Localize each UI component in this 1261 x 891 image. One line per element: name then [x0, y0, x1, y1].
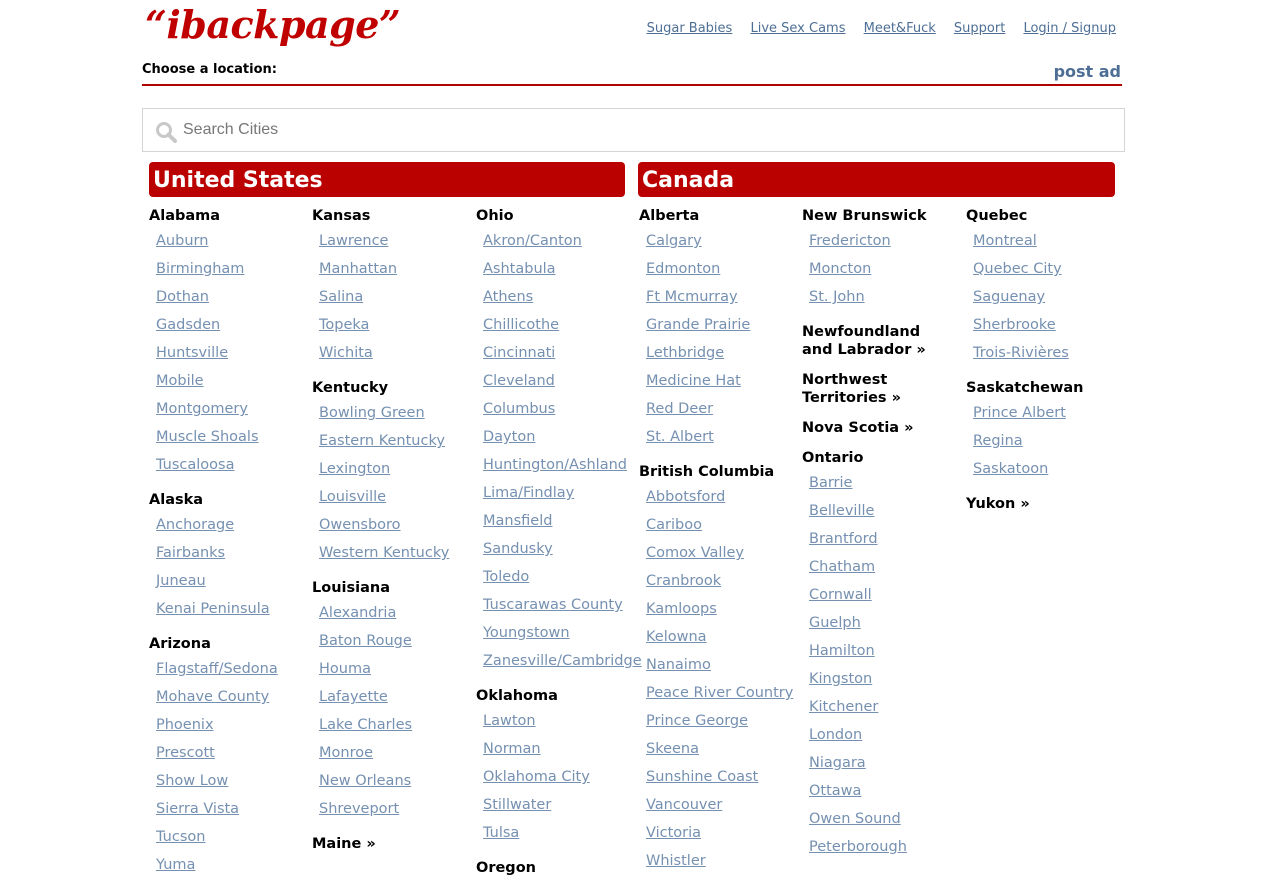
- city-link-phoenix[interactable]: Phoenix: [156, 717, 214, 733]
- city-item: [149, 655, 309, 683]
- city-item: [312, 483, 472, 511]
- city-link-guelph[interactable]: Guelph: [809, 615, 861, 631]
- city-item: [639, 483, 799, 511]
- city-item: [802, 283, 952, 311]
- city-item: [639, 679, 799, 707]
- city-link-saguenay[interactable]: Saguenay: [973, 289, 1046, 305]
- city-item: [312, 655, 472, 683]
- region-northwest-territories: [802, 371, 952, 407]
- city-link-tucson[interactable]: Tucson: [156, 829, 206, 845]
- city-link-zanesville-cambridge[interactable]: Zanesville/Cambridge: [483, 653, 642, 669]
- region-kentucky: [312, 379, 472, 567]
- city-item: [639, 595, 799, 623]
- city-item: [802, 805, 952, 833]
- city-link-saskatoon[interactable]: Saskatoon: [973, 461, 1049, 477]
- city-item: [312, 767, 472, 795]
- city-item: [149, 711, 309, 739]
- city-item: [802, 777, 952, 805]
- city-item: [966, 399, 1126, 427]
- city-item: [149, 423, 309, 451]
- city-item: [312, 599, 472, 627]
- site-logo[interactable]: “ibackpage”: [145, 2, 401, 47]
- city-item: [476, 535, 624, 563]
- city-link-louisville[interactable]: Louisville: [319, 489, 387, 505]
- city-item: [966, 255, 1126, 283]
- city-item: [802, 581, 952, 609]
- city-item: [149, 539, 309, 567]
- city-link-flagstaff-sedona[interactable]: Flagstaff/Sedona: [156, 661, 278, 677]
- city-item: [639, 255, 799, 283]
- city-item: [476, 339, 624, 367]
- region-arizona: [149, 635, 309, 879]
- canada-column-2: [802, 207, 952, 873]
- region-heading[interactable]: Oregon: [476, 860, 536, 876]
- city-item: [312, 539, 472, 567]
- city-list: [149, 511, 309, 623]
- city-item: [149, 567, 309, 595]
- city-item: [476, 647, 642, 675]
- city-item: [639, 511, 799, 539]
- city-link-mohave-county[interactable]: Mohave County: [156, 689, 270, 705]
- country-header-united-states: United States: [149, 162, 625, 197]
- city-link-kingston[interactable]: Kingston: [809, 671, 873, 687]
- city-item: [639, 763, 799, 791]
- canada-column-3: [966, 207, 1126, 525]
- search-cities-input[interactable]: [183, 109, 1103, 151]
- city-item: [149, 227, 309, 255]
- city-link-yuma[interactable]: Yuma: [156, 857, 196, 873]
- city-link-peace-river-country[interactable]: Peace River Country: [646, 685, 794, 701]
- city-link-hamilton[interactable]: Hamilton: [809, 643, 875, 659]
- city-link-columbus[interactable]: Columbus: [483, 401, 556, 417]
- region-yukon: [966, 495, 1126, 513]
- region-nova-scotia: [802, 419, 952, 437]
- header-divider: [142, 84, 1122, 86]
- city-link-medicine-hat[interactable]: Medicine Hat: [646, 373, 741, 389]
- region-ohio: [476, 207, 642, 675]
- city-item: [312, 399, 472, 427]
- city-link-lawton[interactable]: Lawton: [483, 713, 536, 729]
- region-oregon: [476, 859, 624, 877]
- city-link-brantford[interactable]: Brantford: [809, 531, 878, 547]
- city-item: [639, 735, 799, 763]
- city-link-cornwall[interactable]: Cornwall: [809, 587, 872, 603]
- city-link-prince-albert[interactable]: Prince Albert: [973, 405, 1066, 421]
- city-link-owen-sound[interactable]: Owen Sound: [809, 811, 901, 827]
- city-item: [476, 507, 624, 535]
- us-column-3: [476, 207, 642, 889]
- city-item: [966, 227, 1126, 255]
- city-item: [476, 395, 624, 423]
- city-link-monroe[interactable]: Monroe: [319, 745, 374, 761]
- us-column-1: [149, 207, 309, 891]
- city-list: [966, 399, 1126, 483]
- city-link-tulsa[interactable]: Tulsa: [483, 825, 520, 841]
- city-item: [149, 683, 309, 711]
- city-link-alexandria[interactable]: Alexandria: [319, 605, 397, 621]
- city-link-baton-rouge[interactable]: Baton Rouge: [319, 633, 412, 649]
- city-link-kelowna[interactable]: Kelowna: [646, 629, 707, 645]
- city-item: [639, 367, 799, 395]
- city-item: [312, 455, 472, 483]
- city-item: [966, 339, 1126, 367]
- city-item: [149, 395, 309, 423]
- city-link-tuscaloosa[interactable]: Tuscaloosa: [156, 457, 235, 473]
- city-item: [802, 693, 952, 721]
- region-ontario: [802, 449, 952, 861]
- city-link-sherbrooke[interactable]: Sherbrooke: [973, 317, 1056, 333]
- city-item: [802, 227, 952, 255]
- city-link-bowling-green[interactable]: Bowling Green: [319, 405, 425, 421]
- city-link-red-deer[interactable]: Red Deer: [646, 401, 714, 417]
- city-item: [966, 283, 1126, 311]
- region-heading[interactable]: Yukon »: [966, 496, 1030, 512]
- city-link-grande-prairie[interactable]: Grande Prairie: [646, 317, 751, 333]
- city-link-kitchener[interactable]: Kitchener: [809, 699, 879, 715]
- city-link-montreal[interactable]: Montreal: [973, 233, 1037, 249]
- region-heading: Alabama: [149, 208, 221, 224]
- city-item: [149, 767, 309, 795]
- city-link-kenai-peninsula[interactable]: Kenai Peninsula: [156, 601, 270, 617]
- city-link-sandusky[interactable]: Sandusky: [483, 541, 553, 557]
- city-item: [639, 339, 799, 367]
- region-heading: Saskatchewan: [966, 380, 1084, 396]
- city-link-nanaimo[interactable]: Nanaimo: [646, 657, 711, 673]
- city-item: [312, 627, 472, 655]
- city-item: [476, 283, 624, 311]
- city-item: [149, 451, 309, 479]
- city-item: [149, 823, 309, 851]
- city-link-kamloops[interactable]: Kamloops: [646, 601, 717, 617]
- city-item: [476, 619, 624, 647]
- region-maine: [312, 835, 472, 853]
- region-heading[interactable]: Northwest Territories »: [802, 372, 901, 406]
- city-link-regina[interactable]: Regina: [973, 433, 1023, 449]
- region-heading: Alaska: [149, 492, 204, 508]
- nav-support-link[interactable]: Support: [953, 21, 1006, 36]
- city-item: [802, 469, 952, 497]
- city-item: [312, 427, 472, 455]
- city-item: [312, 511, 472, 539]
- city-item: [639, 819, 799, 847]
- city-link-anchorage[interactable]: Anchorage: [156, 517, 235, 533]
- city-item: [802, 553, 952, 581]
- city-list: [639, 483, 799, 875]
- city-list: [312, 599, 472, 823]
- region-alabama: [149, 207, 309, 479]
- region-heading[interactable]: Newfoundland and Labrador »: [802, 324, 926, 358]
- canada-column-1: [639, 207, 799, 887]
- city-link-muscle-shoals[interactable]: Muscle Shoals: [156, 429, 259, 445]
- city-item: [802, 833, 952, 861]
- city-item: [639, 311, 799, 339]
- city-link-st-john[interactable]: St. John: [809, 289, 865, 305]
- city-item: [149, 283, 309, 311]
- city-list: [476, 707, 624, 847]
- city-link-comox-valley[interactable]: Comox Valley: [646, 545, 744, 561]
- city-link-skeena[interactable]: Skeena: [646, 741, 700, 757]
- city-link-toledo[interactable]: Toledo: [483, 569, 530, 585]
- city-link-huntsville[interactable]: Huntsville: [156, 345, 229, 361]
- city-item: [639, 539, 799, 567]
- region-heading: Ohio: [476, 208, 514, 224]
- nav-meet-fuck-link[interactable]: Meet&Fuck: [863, 21, 936, 36]
- city-link-wichita[interactable]: Wichita: [319, 345, 373, 361]
- city-link-houma[interactable]: Houma: [319, 661, 371, 677]
- search-icon: [155, 121, 177, 143]
- city-link-cleveland[interactable]: Cleveland: [483, 373, 555, 389]
- city-link-ashtabula[interactable]: Ashtabula: [483, 261, 556, 277]
- region-heading: Quebec: [966, 208, 1028, 224]
- city-item: [802, 255, 952, 283]
- city-item: [639, 847, 799, 875]
- city-item: [476, 735, 624, 763]
- region-alaska: [149, 491, 309, 623]
- city-link-sunshine-coast[interactable]: Sunshine Coast: [646, 769, 759, 785]
- region-heading: Louisiana: [312, 580, 390, 596]
- region-heading: Kentucky: [312, 380, 389, 396]
- city-link-prince-george[interactable]: Prince George: [646, 713, 749, 729]
- city-link-norman[interactable]: Norman: [483, 741, 541, 757]
- city-link-salina[interactable]: Salina: [319, 289, 364, 305]
- city-link-manhattan[interactable]: Manhattan: [319, 261, 398, 277]
- city-link-auburn[interactable]: Auburn: [156, 233, 209, 249]
- city-item: [639, 567, 799, 595]
- nav-login-signup-link[interactable]: Login / Signup: [1023, 21, 1116, 36]
- city-link-niagara[interactable]: Niagara: [809, 755, 866, 771]
- city-item: [639, 707, 799, 735]
- city-link-new-orleans[interactable]: New Orleans: [319, 773, 412, 789]
- city-item: [312, 227, 472, 255]
- city-item: [476, 255, 624, 283]
- city-link-barrie[interactable]: Barrie: [809, 475, 853, 491]
- city-item: [149, 795, 309, 823]
- city-link-whistler[interactable]: Whistler: [646, 853, 706, 869]
- city-link-mobile[interactable]: Mobile: [156, 373, 204, 389]
- city-link-fredericton[interactable]: Fredericton: [809, 233, 891, 249]
- city-link-chatham[interactable]: Chatham: [809, 559, 876, 575]
- city-list: [312, 399, 472, 567]
- city-link-st-albert[interactable]: St. Albert: [646, 429, 714, 445]
- city-link-lima-findlay[interactable]: Lima/Findlay: [483, 485, 575, 501]
- city-item: [312, 683, 472, 711]
- city-item: [476, 591, 624, 619]
- city-link-show-low[interactable]: Show Low: [156, 773, 229, 789]
- city-item: [476, 367, 624, 395]
- nav-sugar-babies-link[interactable]: Sugar Babies: [646, 21, 733, 36]
- region-heading: Ontario: [802, 450, 864, 466]
- city-link-western-kentucky[interactable]: Western Kentucky: [319, 545, 450, 561]
- post-ad-link[interactable]: post ad: [1053, 62, 1121, 81]
- city-item: [149, 367, 309, 395]
- city-item: [149, 851, 309, 879]
- city-link-juneau[interactable]: Juneau: [156, 573, 206, 589]
- city-link-oklahoma-city[interactable]: Oklahoma City: [483, 769, 590, 785]
- city-item: [639, 283, 799, 311]
- city-list: [966, 227, 1126, 367]
- city-item: [802, 665, 952, 693]
- city-list: [802, 469, 952, 861]
- city-item: [312, 711, 472, 739]
- region-heading: Oklahoma: [476, 688, 558, 704]
- city-link-gadsden[interactable]: Gadsden: [156, 317, 221, 333]
- city-link-lake-charles[interactable]: Lake Charles: [319, 717, 413, 733]
- region-heading: New Brunswick: [802, 208, 927, 224]
- city-item: [149, 595, 309, 623]
- city-item: [476, 423, 624, 451]
- city-item: [312, 795, 472, 823]
- city-link-lawrence[interactable]: Lawrence: [319, 233, 389, 249]
- region-newfoundland-and-labrador: [802, 323, 952, 359]
- city-item: [476, 819, 624, 847]
- city-link-eastern-kentucky[interactable]: Eastern Kentucky: [319, 433, 445, 449]
- city-link-quebec-city[interactable]: Quebec City: [973, 261, 1062, 277]
- city-item: [639, 227, 799, 255]
- country-header-canada: Canada: [638, 162, 1115, 197]
- city-link-owensboro[interactable]: Owensboro: [319, 517, 401, 533]
- city-link-birmingham[interactable]: Birmingham: [156, 261, 245, 277]
- city-list: [149, 655, 309, 879]
- city-item: [966, 311, 1126, 339]
- region-oklahoma: [476, 687, 624, 847]
- city-link-cariboo[interactable]: Cariboo: [646, 517, 702, 533]
- city-list: [639, 227, 799, 451]
- region-heading[interactable]: Maine »: [312, 836, 376, 852]
- region-heading[interactable]: Nova Scotia »: [802, 420, 914, 436]
- region-kansas: [312, 207, 472, 367]
- city-link-huntington-ashland[interactable]: Huntington/Ashland: [483, 457, 627, 473]
- city-item: [476, 227, 624, 255]
- city-link-lafayette[interactable]: Lafayette: [319, 689, 388, 705]
- city-item: [802, 749, 952, 777]
- city-list: [476, 227, 642, 675]
- city-item: [476, 791, 624, 819]
- city-link-belleville[interactable]: Belleville: [809, 503, 875, 519]
- region-british-columbia: [639, 463, 799, 875]
- city-link-montgomery[interactable]: Montgomery: [156, 401, 248, 417]
- city-link-trois-rivi-res[interactable]: Trois-Rivières: [973, 345, 1069, 361]
- us-column-2: [312, 207, 472, 865]
- city-link-peterborough[interactable]: Peterborough: [809, 839, 907, 855]
- city-item: [312, 311, 472, 339]
- city-item: [149, 511, 309, 539]
- city-item: [966, 455, 1126, 483]
- city-item: [476, 707, 624, 735]
- city-link-ottawa[interactable]: Ottawa: [809, 783, 862, 799]
- city-link-vancouver[interactable]: Vancouver: [646, 797, 723, 813]
- city-link-shreveport[interactable]: Shreveport: [319, 801, 400, 817]
- city-link-akron-canton[interactable]: Akron/Canton: [483, 233, 582, 249]
- city-link-athens[interactable]: Athens: [483, 289, 534, 305]
- city-link-cranbrook[interactable]: Cranbrook: [646, 573, 722, 589]
- choose-location-label: Choose a location:: [142, 62, 277, 77]
- city-link-stillwater[interactable]: Stillwater: [483, 797, 552, 813]
- city-item: [476, 479, 624, 507]
- city-item: [312, 739, 472, 767]
- city-item: [476, 311, 624, 339]
- city-link-chillicothe[interactable]: Chillicothe: [483, 317, 560, 333]
- city-item: [149, 339, 309, 367]
- city-item: [639, 423, 799, 451]
- city-link-london[interactable]: London: [809, 727, 863, 743]
- region-heading: Arizona: [149, 636, 211, 652]
- city-item: [966, 427, 1126, 455]
- city-item: [149, 311, 309, 339]
- city-item: [312, 339, 472, 367]
- city-link-prescott[interactable]: Prescott: [156, 745, 215, 761]
- city-list: [802, 227, 952, 311]
- region-louisiana: [312, 579, 472, 823]
- city-list: [149, 227, 309, 479]
- region-alberta: [639, 207, 799, 451]
- city-link-mansfield[interactable]: Mansfield: [483, 513, 553, 529]
- city-link-moncton[interactable]: Moncton: [809, 261, 872, 277]
- city-item: [476, 451, 627, 479]
- city-link-abbotsford[interactable]: Abbotsford: [646, 489, 726, 505]
- city-item: [312, 255, 472, 283]
- city-link-ft-mcmurray[interactable]: Ft Mcmurray: [646, 289, 738, 305]
- city-item: [639, 395, 799, 423]
- region-heading: Alberta: [639, 208, 700, 224]
- city-link-dayton[interactable]: Dayton: [483, 429, 536, 445]
- city-link-youngstown[interactable]: Youngstown: [483, 625, 570, 641]
- nav-live-sex-cams-link[interactable]: Live Sex Cams: [750, 21, 846, 36]
- city-link-calgary[interactable]: Calgary: [646, 233, 702, 249]
- city-item: [802, 637, 952, 665]
- city-list: [312, 227, 472, 367]
- city-item: [802, 525, 952, 553]
- city-link-tuscarawas-county[interactable]: Tuscarawas County: [483, 597, 623, 613]
- city-link-fairbanks[interactable]: Fairbanks: [156, 545, 226, 561]
- city-item: [639, 651, 799, 679]
- city-link-lethbridge[interactable]: Lethbridge: [646, 345, 725, 361]
- city-link-victoria[interactable]: Victoria: [646, 825, 702, 841]
- region-heading: British Columbia: [639, 464, 775, 480]
- region-saskatchewan: [966, 379, 1126, 483]
- city-item: [149, 739, 309, 767]
- city-link-cincinnati[interactable]: Cincinnati: [483, 345, 556, 361]
- city-link-lexington[interactable]: Lexington: [319, 461, 391, 477]
- city-link-sierra-vista[interactable]: Sierra Vista: [156, 801, 240, 817]
- region-new-brunswick: [802, 207, 952, 311]
- city-link-dothan[interactable]: Dothan: [156, 289, 209, 305]
- city-item: [476, 563, 624, 591]
- city-item: [802, 609, 952, 637]
- city-item: [639, 791, 799, 819]
- top-nav: [633, 21, 1116, 36]
- city-item: [476, 763, 624, 791]
- city-link-edmonton[interactable]: Edmonton: [646, 261, 721, 277]
- city-item: [312, 283, 472, 311]
- region-quebec: [966, 207, 1126, 367]
- city-item: [149, 255, 309, 283]
- region-heading: Kansas: [312, 208, 371, 224]
- city-link-topeka[interactable]: Topeka: [319, 317, 370, 333]
- city-item: [802, 497, 952, 525]
- city-item: [802, 721, 952, 749]
- search-box: [142, 108, 1125, 152]
- city-item: [639, 623, 799, 651]
